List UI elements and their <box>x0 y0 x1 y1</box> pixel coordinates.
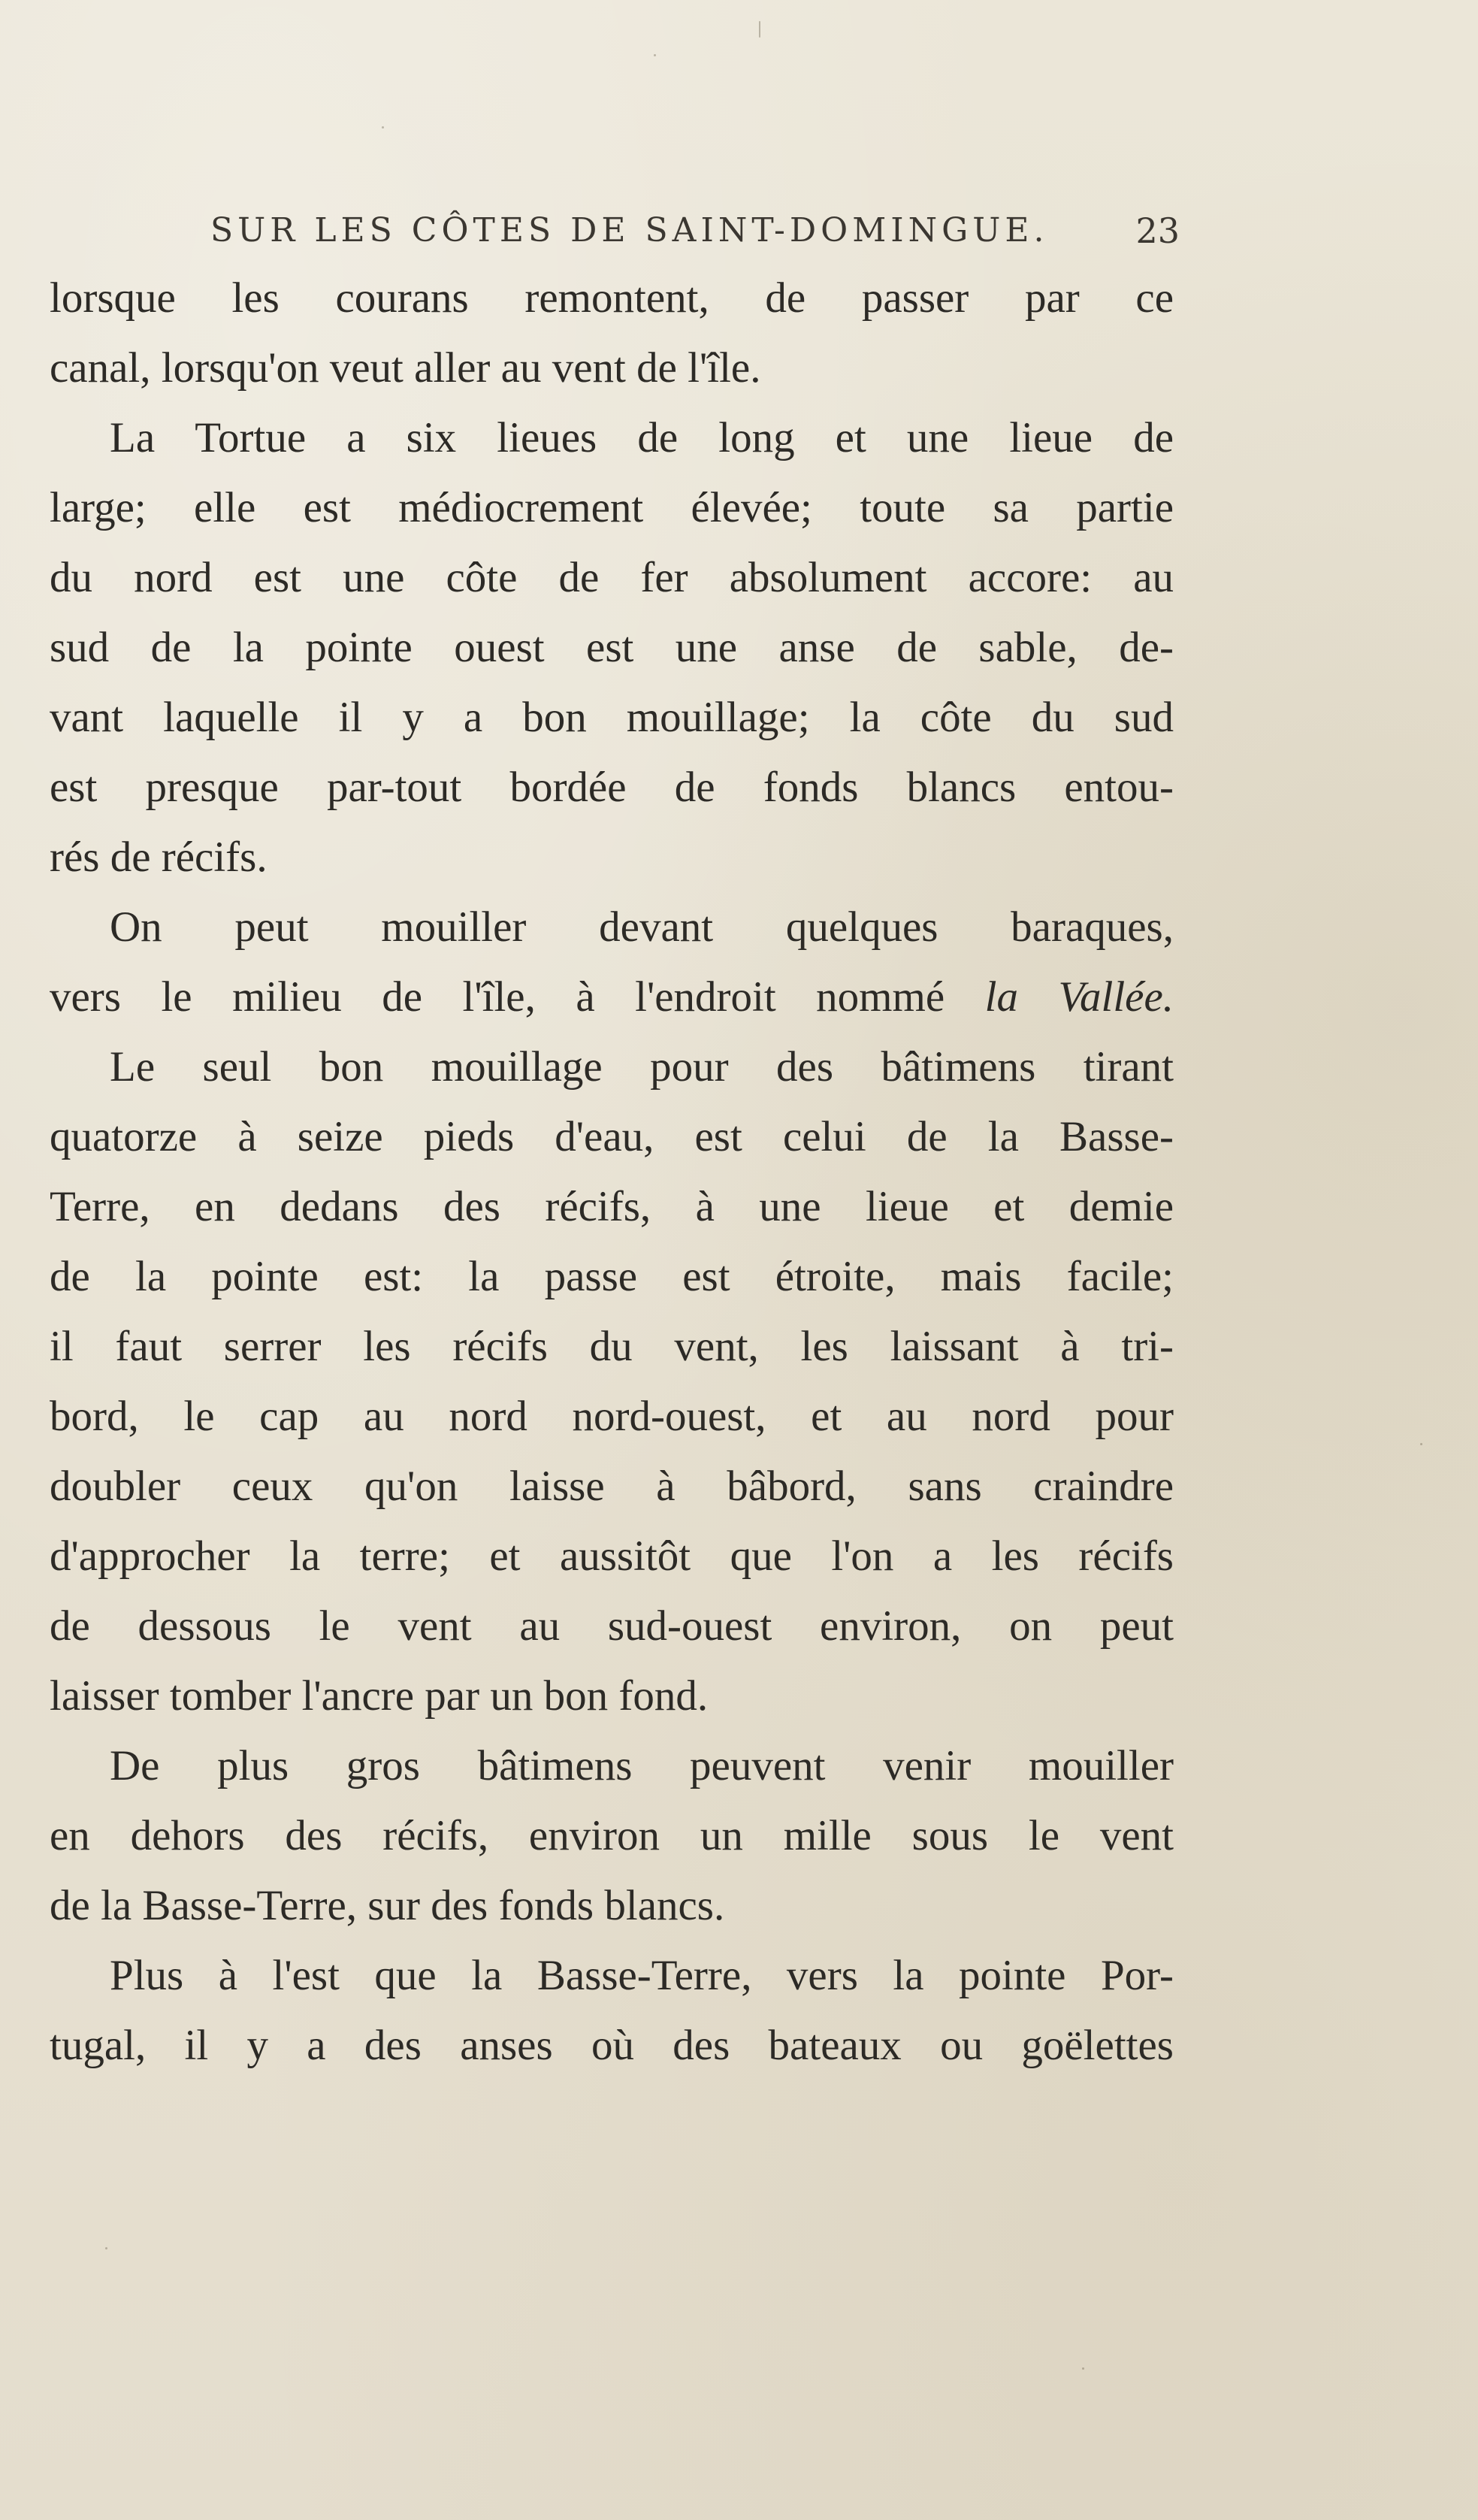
text-segment: vers le milieu de l'île, à l'endroit nommé <box>50 973 945 1021</box>
text-line: sud de la pointe ouest est une anse de sable, de- <box>50 624 1174 671</box>
text-line: canal, lorsqu'on veut aller au vent de l'île. <box>50 344 761 392</box>
paper-speck <box>1420 1443 1422 1445</box>
paper-speck <box>105 2247 107 2249</box>
text-line: La Tortue a six lieues de long et une lieue de <box>110 414 1174 461</box>
text-line: bord, le cap au nord nord-ouest, et au nord pour <box>50 1393 1174 1440</box>
paragraph <box>50 263 1174 403</box>
text-line: laisser tomber l'ancre par un bon fond. <box>50 1672 709 1720</box>
text-line: de la Basse-Terre, sur des fonds blancs. <box>50 1882 725 1929</box>
text-line: de la pointe est: la passe est étroite, mais facile; <box>50 1253 1174 1300</box>
text-line: tugal, il y a des anses où des bateaux ou goëlettes <box>50 2022 1174 2069</box>
text-line: d'approcher la terre; et aussitôt que l'on a les récifs <box>50 1532 1174 1580</box>
paragraph <box>50 1731 1174 1941</box>
text-line: vant laquelle il y a bon mouillage; la côte du sud <box>50 694 1174 741</box>
text-line: de dessous le vent au sud-ouest environ, on peut <box>50 1602 1174 1650</box>
text-line: il faut serrer les récifs du vent, les laissant à tri- <box>50 1323 1174 1370</box>
paper-speck <box>1082 2367 1084 2370</box>
text-line: rés de récifs. <box>50 833 267 881</box>
paragraph <box>50 1032 1174 1731</box>
paragraph <box>50 403 1174 892</box>
text-line: en dehors des récifs, environ un mille sous le vent <box>50 1812 1174 1859</box>
text-line: quatorze à seize pieds d'eau, est celui de la Basse- <box>50 1113 1174 1160</box>
text-line: De plus gros bâtimens peuvent venir mouiller <box>110 1742 1174 1789</box>
paragraph <box>50 1941 1174 2080</box>
text-line: lorsque les courans remontent, de passer par ce <box>50 274 1174 322</box>
running-title: SUR LES CÔTES DE SAINT-DOMINGUE. <box>210 211 1049 250</box>
text-line: doubler ceux qu'on laisse à bâbord, sans craindre <box>50 1463 1174 1510</box>
paper-mark <box>759 21 760 38</box>
text-line: du nord est une côte de fer absolument accore: au <box>50 554 1174 601</box>
paragraph <box>50 892 1174 1032</box>
running-head <box>210 204 1180 265</box>
text-line-with-italic <box>50 962 1174 1032</box>
text-line: Terre, en dedans des récifs, à une lieue et demie <box>50 1183 1174 1230</box>
paper-speck <box>654 54 656 56</box>
paper-speck <box>382 126 384 129</box>
place-name-italic: la Vallée. <box>984 973 1174 1021</box>
page-number: 23 <box>1135 210 1180 251</box>
text-line: large; elle est médiocrement élevée; toute sa partie <box>50 484 1174 531</box>
text-line: On peut mouiller devant quelques baraques, <box>110 903 1174 951</box>
text-line: Plus à l'est que la Basse-Terre, vers la pointe Por- <box>110 1952 1174 1999</box>
text-line: Le seul bon mouillage pour des bâtimens tirant <box>110 1043 1174 1091</box>
body-text <box>50 263 1174 2080</box>
text-line: est presque par-tout bordée de fonds blancs entou- <box>50 764 1174 811</box>
